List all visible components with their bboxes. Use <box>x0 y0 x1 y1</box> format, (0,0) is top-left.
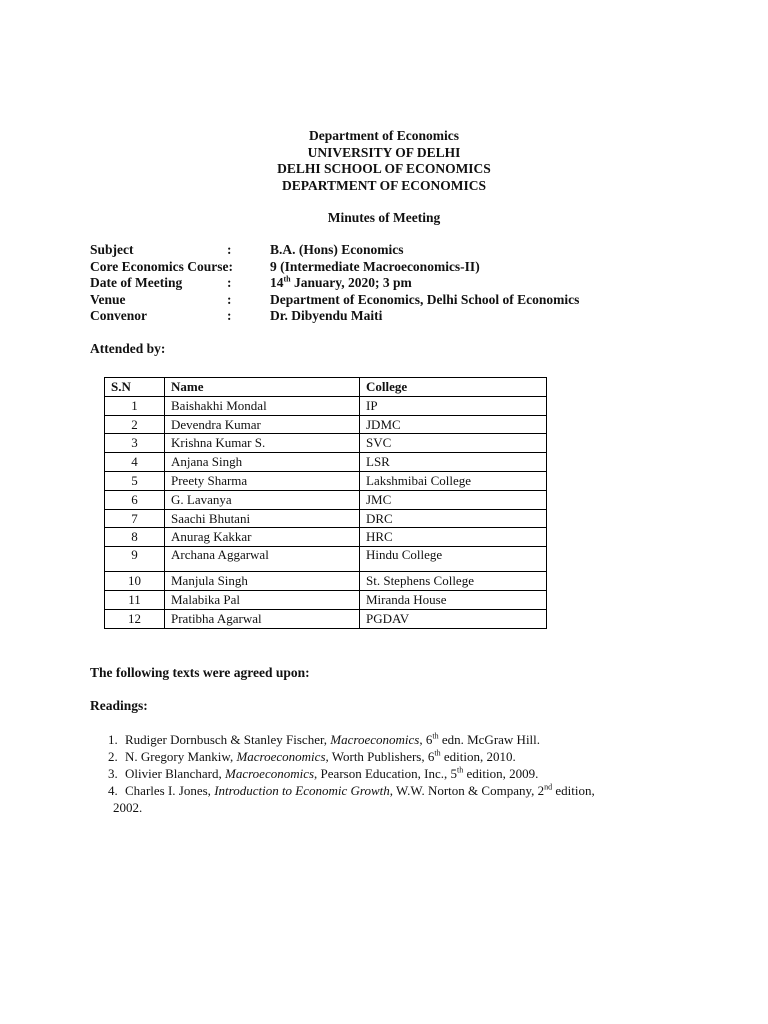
school-line: DELHI SCHOOL OF ECONOMICS <box>277 161 491 176</box>
item-edition: edition, <box>552 783 595 798</box>
table-row <box>105 396 547 415</box>
table-row <box>105 490 547 509</box>
table-row <box>105 509 547 528</box>
item-author: N. Gregory Mankiw, <box>125 749 237 764</box>
date-rest: January, 2020; 3 pm <box>290 275 412 290</box>
cell-sn: 3 <box>105 434 165 453</box>
table-row <box>105 572 547 591</box>
convenor-label: Convenor <box>90 308 147 323</box>
cell-sn: 9 <box>105 547 165 572</box>
item-suffix: th <box>457 765 464 775</box>
cell-sn: 2 <box>105 415 165 434</box>
item-edition: edition, 2009. <box>463 766 539 781</box>
venue-label: Venue <box>90 291 126 307</box>
item-author: Rudiger Dornbusch & Stanley Fischer, <box>125 732 331 747</box>
item-number: 3. <box>108 766 118 781</box>
item-publisher: , Pearson Education, Inc., 5 <box>314 766 458 781</box>
university-line: UNIVERSITY OF DELHI <box>307 144 461 160</box>
cell-name: Preety Sharma <box>165 471 360 490</box>
date-suffix: th <box>283 274 291 284</box>
cell-name: Baishakhi Mondal <box>165 396 360 415</box>
cell-college: St. Stephens College <box>360 572 547 591</box>
cell-sn: 10 <box>105 572 165 591</box>
list-item <box>108 782 698 816</box>
cell-name: Archana Aggarwal <box>165 547 360 572</box>
list-item <box>108 765 698 782</box>
header-college: College <box>360 378 547 397</box>
table-row <box>105 453 547 472</box>
page-title: Minutes of Meeting <box>327 210 441 225</box>
subject-value: B.A. (Hons) Economics <box>270 242 404 257</box>
table-row <box>105 528 547 547</box>
table-row <box>105 415 547 434</box>
readings-list <box>108 731 698 816</box>
cell-sn: 12 <box>105 609 165 628</box>
colon: : <box>227 275 232 290</box>
item-number: 1. <box>108 732 118 747</box>
attended-label: Attended by: <box>90 341 166 356</box>
cell-college: Lakshmibai College <box>360 471 547 490</box>
document-header <box>0 128 768 194</box>
colon: : <box>227 291 232 307</box>
item-suffix: nd <box>544 782 553 792</box>
department-caps-line: DEPARTMENT OF ECONOMICS <box>281 177 487 193</box>
item-number: 4. <box>108 783 118 798</box>
attendance-table <box>104 377 547 629</box>
item-author: Charles I. Jones, <box>125 783 215 798</box>
list-item <box>108 731 698 748</box>
course-label: Core Economics Course: <box>90 258 233 274</box>
cell-sn: 4 <box>105 453 165 472</box>
cell-college: PGDAV <box>360 609 547 628</box>
cell-name: Anjana Singh <box>165 453 360 472</box>
cell-college: Miranda House <box>360 590 547 609</box>
date-value <box>270 275 412 291</box>
cell-sn: 8 <box>105 528 165 547</box>
table-row <box>105 590 547 609</box>
item-edition: edn. McGraw Hill. <box>438 732 541 747</box>
cell-college: HRC <box>360 528 547 547</box>
item-suffix: th <box>434 748 441 758</box>
item-edition: edition, 2010. <box>440 749 516 764</box>
item-title: Macroeconomics, <box>236 749 329 764</box>
cell-sn: 1 <box>105 396 165 415</box>
cell-name: Anurag Kakkar <box>165 528 360 547</box>
cell-college: JDMC <box>360 415 547 434</box>
item-number: 2. <box>108 749 118 764</box>
cell-name: Manjula Singh <box>165 572 360 591</box>
item-publisher: Worth Publishers, 6 <box>328 749 435 764</box>
cell-name: G. Lavanya <box>165 490 360 509</box>
item-publisher: , W.W. Norton & Company, 2 <box>389 783 545 798</box>
readings-label: Readings: <box>90 698 148 713</box>
item-title: Macroeconomics <box>225 766 315 781</box>
item-author: Olivier Blanchard, <box>125 766 225 781</box>
cell-college: LSR <box>360 453 547 472</box>
table-row <box>105 471 547 490</box>
cell-name: Saachi Bhutani <box>165 509 360 528</box>
course-value: 9 (Intermediate Macroeconomics-II) <box>270 258 480 274</box>
venue-value: Department of Economics, Delhi School of Economics <box>270 291 580 307</box>
table-header-row <box>105 378 547 397</box>
cell-college: JMC <box>360 490 547 509</box>
header-name: Name <box>165 378 360 397</box>
item-suffix: th <box>432 731 439 741</box>
cell-sn: 11 <box>105 590 165 609</box>
date-day: 14 <box>270 275 284 290</box>
cell-college: IP <box>360 396 547 415</box>
colon: : <box>227 242 232 257</box>
list-item <box>108 748 698 765</box>
cell-name: Devendra Kumar <box>165 415 360 434</box>
cell-college: DRC <box>360 509 547 528</box>
table-row <box>105 547 547 572</box>
cell-name: Krishna Kumar S. <box>165 434 360 453</box>
item-publisher: , 6 <box>419 732 433 747</box>
cell-college: Hindu College <box>360 547 547 572</box>
subject-label: Subject <box>90 242 134 257</box>
cell-sn: 6 <box>105 490 165 509</box>
item-continuation: 2002. <box>113 800 143 815</box>
cell-college: SVC <box>360 434 547 453</box>
table-row <box>105 609 547 628</box>
cell-sn: 7 <box>105 509 165 528</box>
department-line: Department of Economics <box>309 128 459 143</box>
agreed-label: The following texts were agreed upon: <box>90 665 310 680</box>
date-label: Date of Meeting <box>90 275 183 290</box>
cell-sn: 5 <box>105 471 165 490</box>
item-title: Introduction to Economic Growth <box>214 783 390 798</box>
item-title: Macroeconomics <box>330 732 420 747</box>
colon: : <box>227 308 232 323</box>
header-sn: S.N <box>105 378 165 397</box>
convenor-value: Dr. Dibyendu Maiti <box>270 308 383 323</box>
cell-name: Pratibha Agarwal <box>165 609 360 628</box>
table-row <box>105 434 547 453</box>
cell-name: Malabika Pal <box>165 590 360 609</box>
